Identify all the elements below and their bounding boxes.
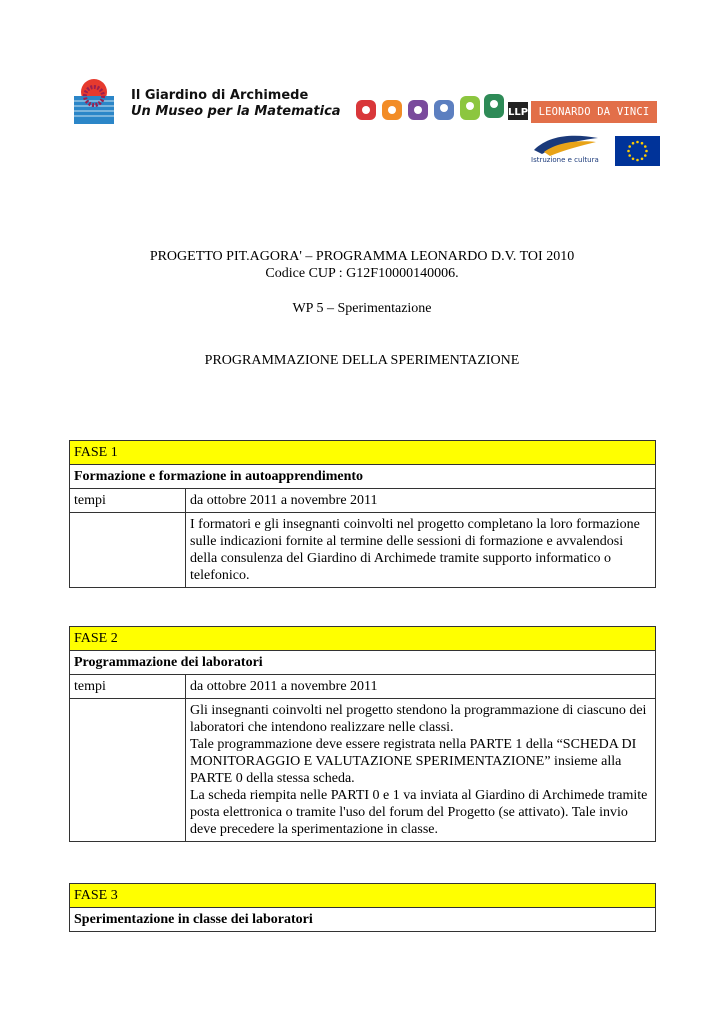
fase-1-subtitle: Formazione e formazione in autoapprendimento (70, 465, 656, 489)
fase-1-description (186, 513, 656, 588)
leonardo-da-vinci-badge: LEONARDO DA VINCI (531, 101, 657, 123)
museum-name-line1: Il Giardino di Archimede (131, 88, 309, 103)
fase-1-empty-cell (70, 513, 186, 588)
fase-1-table (69, 440, 656, 588)
museum-name (131, 88, 341, 120)
fase-1-tempi-label: tempi (70, 489, 186, 513)
fase-2-tempi-value: da ottobre 2011 a novembre 2011 (186, 675, 656, 699)
fase-2-desc-paragraph: Tale programmazione deve essere registrata nella PARTE 1 della “SCHEDA DI MONITORAGGIO E VALUTAZIONE SPERIMENTAZIONE” insieme alla PARTE 0 della stessa scheda. (190, 737, 637, 786)
llp-label: LLP (508, 107, 529, 118)
fase-3-table (69, 883, 656, 932)
fase-2-description (186, 699, 656, 842)
fase-2-tempi-label: tempi (70, 675, 186, 699)
cup-code: Codice CUP : G12F10000140006. (265, 266, 459, 281)
fase-3-subtitle: Sperimentazione in classe dei laboratori (70, 908, 656, 932)
fase-2-empty-cell (70, 699, 186, 842)
llp-logo (356, 90, 528, 124)
eu-flag-icon (615, 136, 660, 166)
fase-1-tempi-value: da ottobre 2011 a novembre 2011 (186, 489, 656, 513)
fase-1-label: FASE 1 (70, 441, 656, 465)
istruzione-cultura-label: Istruzione e cultura (531, 156, 599, 164)
museum-name-line2: Un Museo per la Matematica (131, 104, 341, 119)
llp-swirls-icon (356, 90, 528, 124)
fase-2-desc-paragraph: Gli insegnanti coinvolti nel progetto stendono la programmazione di ciascuno dei laboratori che intendono realizzare nelle classi. (190, 703, 647, 735)
fase-2-label: FASE 2 (70, 627, 656, 651)
document-heading: PROGRAMMAZIONE DELLA SPERIMENTAZIONE (204, 353, 520, 368)
fase-2-subtitle: Programmazione dei laboratori (70, 651, 656, 675)
fase-2-table (69, 626, 656, 842)
fase-1-desc-paragraph: I formatori e gli insegnanti coinvolti nel progetto completano la loro formazione sulle indicazioni fornite al termine delle sessioni di formazione e avvalendosi della consulenza del Giardino di Archimede tramite supporto informatico o telefonico. (190, 517, 640, 583)
giardino-archimede-logo (74, 74, 114, 124)
fase-3-label: FASE 3 (70, 884, 656, 908)
fase-2-desc-paragraph: La scheda riempita nelle PARTI 0 e 1 va inviata al Giardino di Archimede tramite posta elettronica o tramite l'uso del forum del Progetto (se attivato). Tale invio deve precedere la sperimentazione in classe. (190, 788, 648, 837)
project-title: PROGETTO PIT.AGORA' – PROGRAMMA LEONARDO D.V. TOI 2010 (149, 249, 575, 264)
work-package: WP 5 – Sperimentazione (292, 301, 432, 316)
